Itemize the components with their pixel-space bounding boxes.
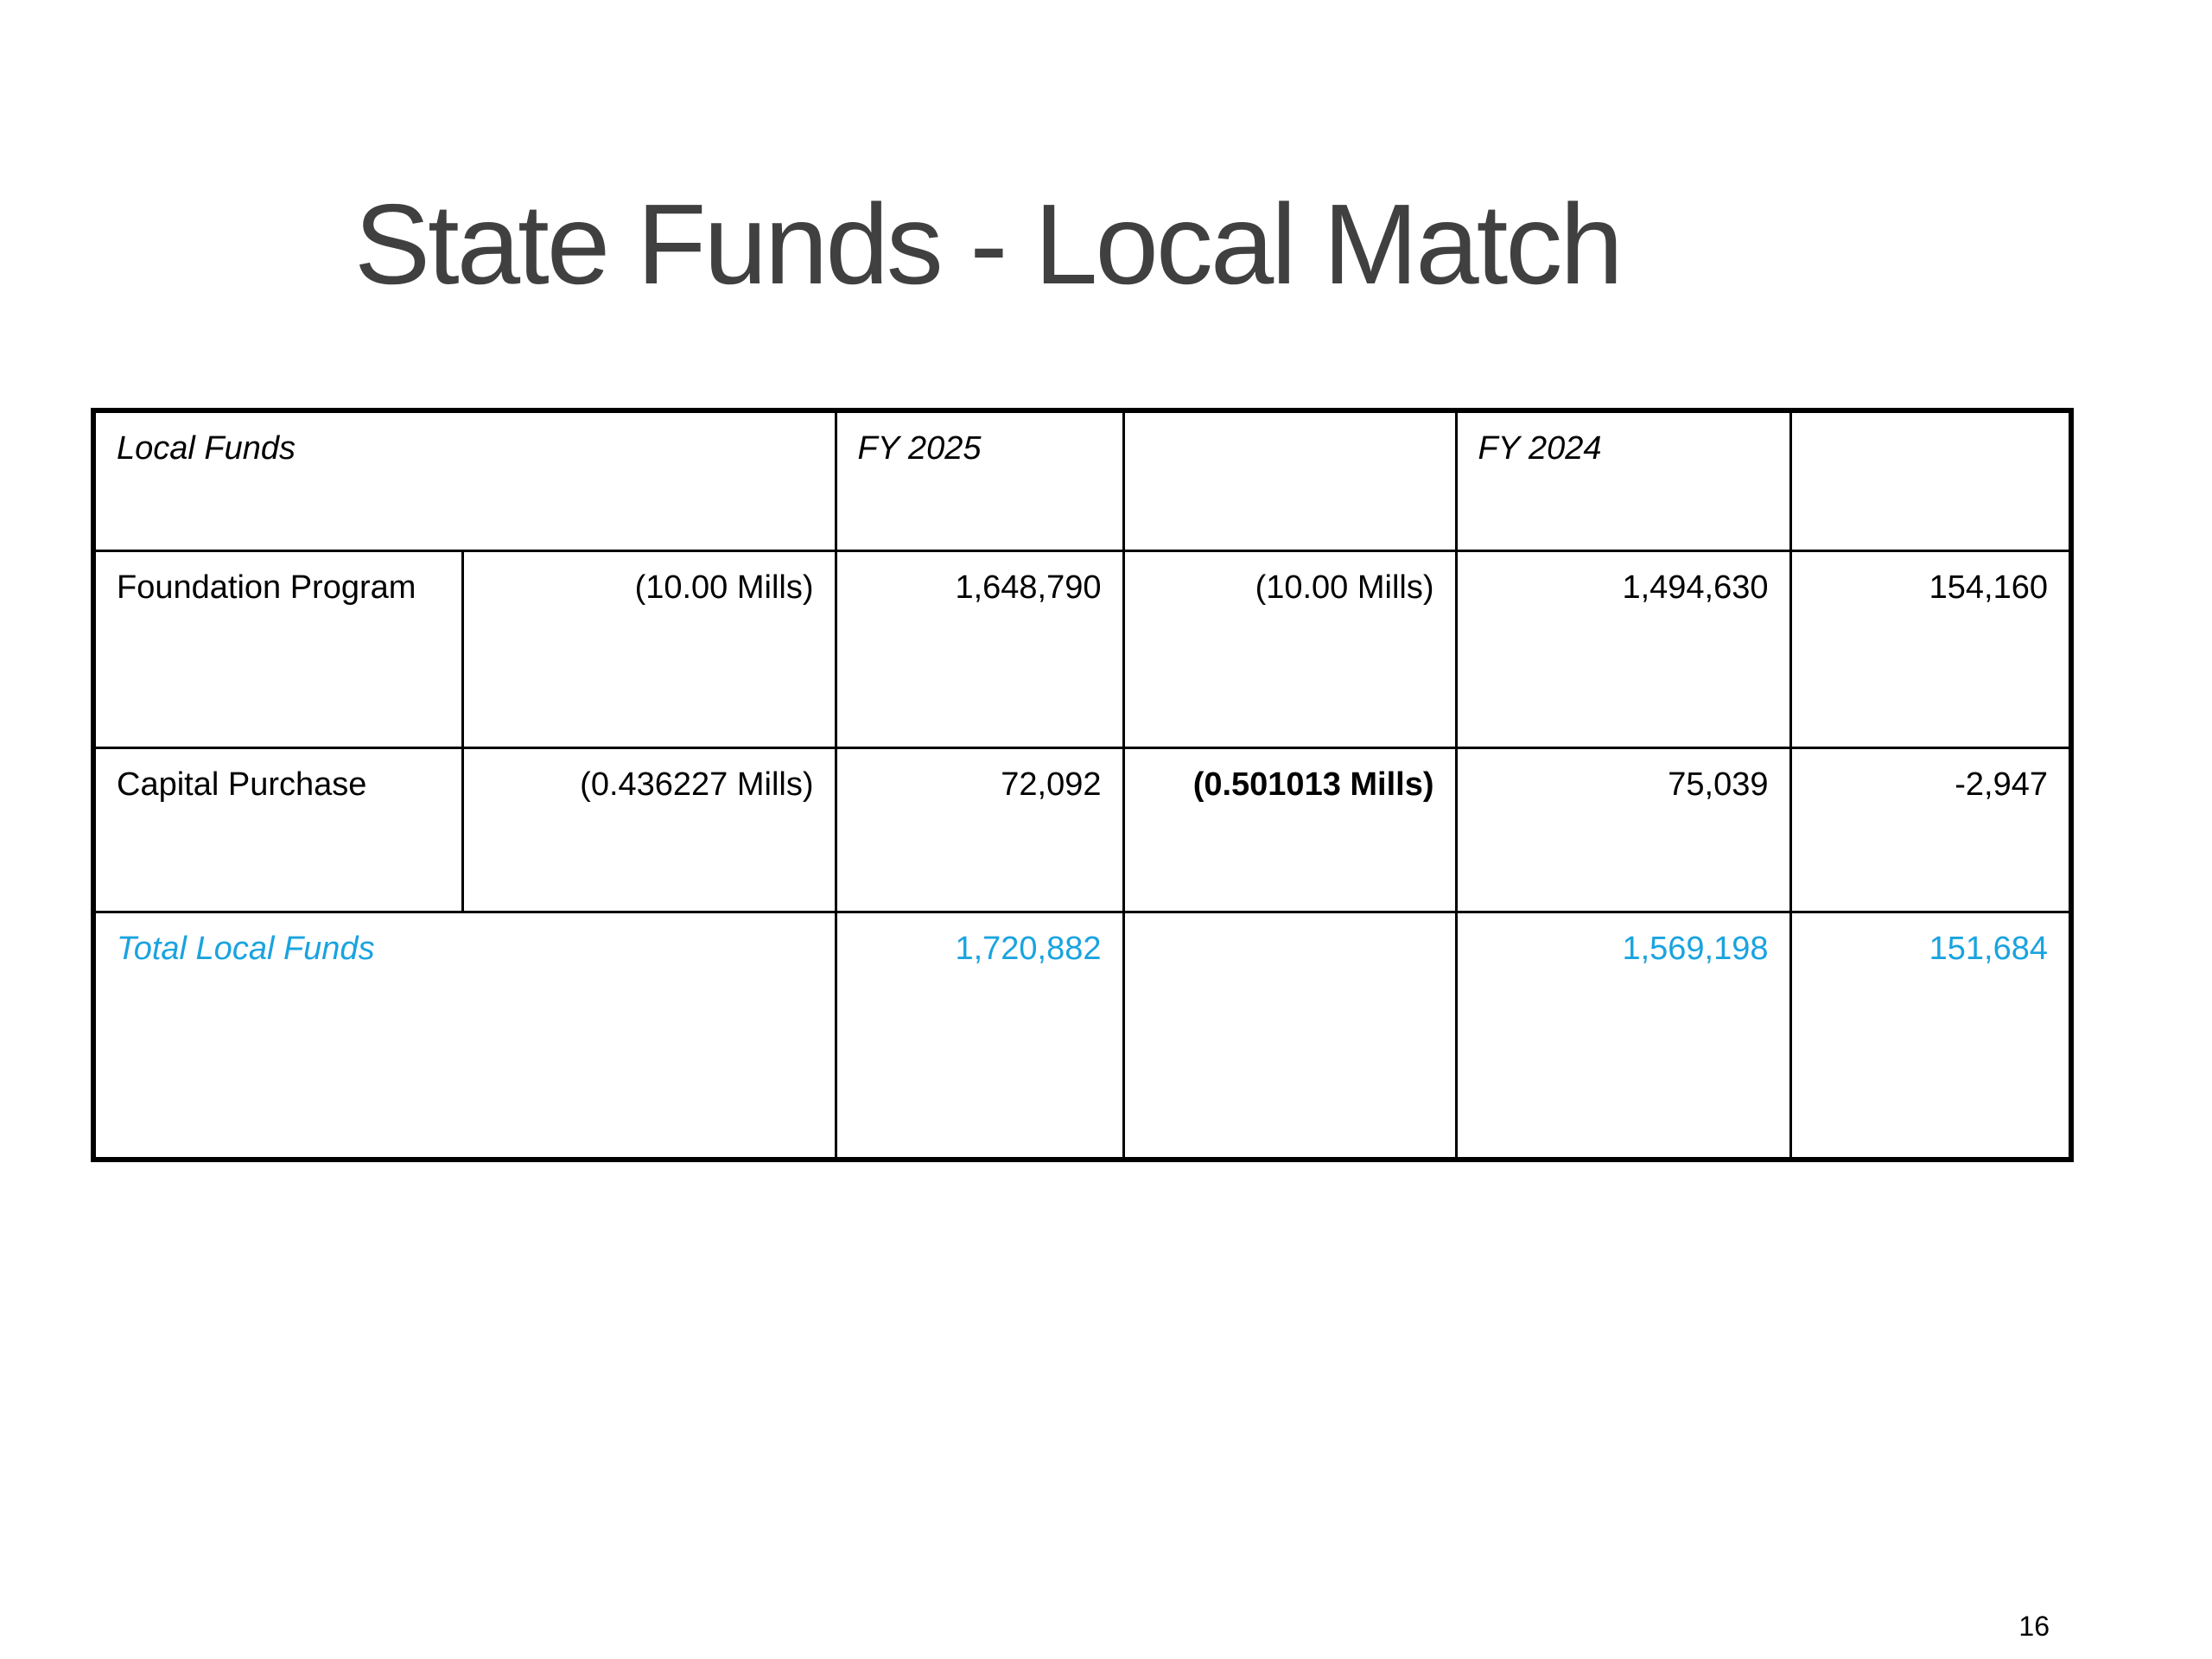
amount-prior: 1,494,630	[1456, 550, 1790, 747]
header-fy-current: FY 2025	[836, 410, 1123, 550]
table-row	[93, 747, 2071, 912]
page-number: 16	[2018, 1611, 2050, 1642]
header-local-funds: Local Funds	[93, 410, 836, 550]
mills-current: (0.436227 Mills)	[462, 747, 836, 912]
amount-current: 72,092	[836, 747, 1123, 912]
total-amount-current: 1,720,882	[836, 912, 1123, 1160]
table-row	[93, 550, 2071, 747]
total-difference: 151,684	[1790, 912, 2071, 1160]
mills-prior: (10.00 Mills)	[1123, 550, 1456, 747]
table-header-row	[93, 410, 2071, 550]
header-difference	[1790, 410, 2071, 550]
amount-current: 1,648,790	[836, 550, 1123, 747]
row-name: Foundation Program	[93, 550, 462, 747]
total-label: Total Local Funds	[93, 912, 836, 1160]
header-fy-prior: FY 2024	[1456, 410, 1790, 550]
total-amount-prior: 1,569,198	[1456, 912, 1790, 1160]
slide-title: State Funds - Local Match	[354, 181, 1621, 308]
mills-current: (10.00 Mills)	[462, 550, 836, 747]
header-blank-cell	[1123, 410, 1456, 550]
local-funds-table	[91, 408, 2074, 1162]
difference: -2,947	[1790, 747, 2071, 912]
total-mills-prior	[1123, 912, 1456, 1160]
table-total-row	[93, 912, 2071, 1160]
mills-prior: (0.501013 Mills)	[1123, 747, 1456, 912]
row-name: Capital Purchase	[93, 747, 462, 912]
difference: 154,160	[1790, 550, 2071, 747]
amount-prior: 75,039	[1456, 747, 1790, 912]
